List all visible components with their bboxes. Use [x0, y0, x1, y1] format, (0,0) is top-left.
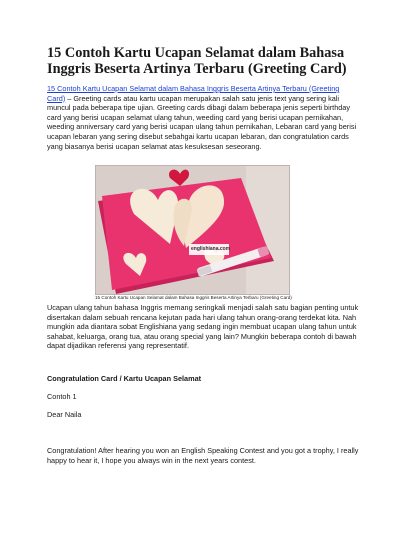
intro-link[interactable]: 15 Contoh Kartu Ucapan Selamat dalam Bahasa Inggris Beserta Artinya Terbaru (Greeting Card)	[47, 84, 340, 103]
greeting-card-photo	[95, 165, 290, 295]
article-title: 15 Contoh Kartu Ucapan Selamat dalam Bahasa Inggris Beserta Artinya Terbaru (Greeting Card)	[47, 45, 347, 77]
letter-greeting: Dear Naila	[47, 410, 82, 419]
section-heading: Congratulation Card / Kartu Ucapan Selamat	[47, 374, 202, 383]
intro-text: – Greeting cards atau kartu ucapan merupakan salah satu jenis text yang sering kali muncul pada beberapa tipe ujian. Greeting cards dibagi dalam beberapa jenis seperti birthday card yang berisi ucapan selamat ulang tahun, weeding card yang berisi ucapan pernikahan, weeding anniversary card yang berisi ucapan ulang tahun pernikahan, Lebaran card yang berisi ucapan lebaran yang sering disebut sebahgai kartu ucapan lebaran, dan congratulation cards yang biasanya berisi ucapan selamat atas kesuksesan seseorang.	[47, 93, 357, 151]
example-label: Contoh 1	[47, 392, 77, 401]
card-watermark: englishiana.com	[191, 246, 231, 252]
body-paragraph: Ucapan ulang tahun bahasa Inggris memang seringkali menjadi salah satu bagian penting untuk disertakan dalam sebuah rencana kejutan pada hari ulang tahun orang-orang terdekat kita. Nah mungkin ada diantara sobat Englishiana yang sedang ingin membuat ucapan ulang tahun untuk sahabat, keluarga, orang tua, atau orang special yang lain? Mungkin beberapa contoh di bawah dapat dijadikan referensi yang representatif.	[47, 303, 359, 351]
figure-caption: 15 Contoh Kartu Ucapan Selamat dalam Bahasa Inggris Beserta Artinya Terbaru (Greeting Card)	[95, 295, 292, 300]
greeting-card-illustration	[96, 166, 290, 295]
intro-paragraph	[47, 84, 359, 151]
letter-body: Congratulation! After hearing you won an English Speaking Contest and you got a trophy, I really happy to hear it, I hope you always win in the next years contest.	[47, 446, 359, 465]
